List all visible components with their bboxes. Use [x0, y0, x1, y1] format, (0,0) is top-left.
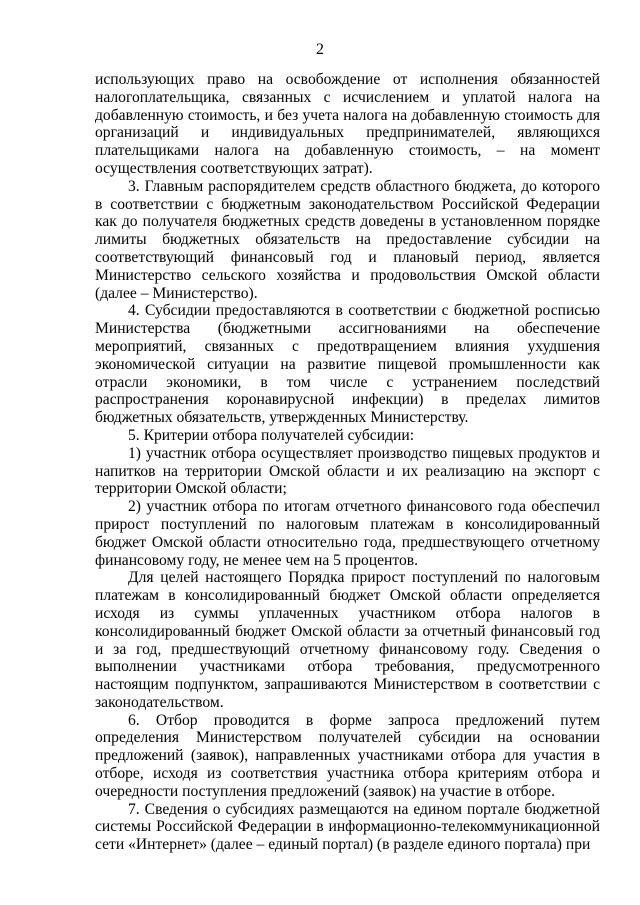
paragraph-criterion-2: 2) участник отбора по итогам отчетного финансового года обеспечил прирост поступлений по налоговым платежам в консолидированный бюджет Омской области относительно года, предшествующего отчетному финансовому году, не менее чем на 5 процентов.	[95, 498, 600, 569]
paragraph-growth-definition: Для целей настоящего Порядка прирост поступлений по налоговым платежам в консолидированный бюджет Омской области определяется исходя из суммы уплаченных участником отбора налогов в консолидированный бюджет Омской области за отчетный финансовый год и за год, предшествующий отчетному финансовому году. Сведения о выполнении участниками отбора требования, предусмотренного настоящим подпунктом, запрашиваются Министерством в соответствии с законодательством.	[95, 569, 600, 711]
paragraph-criterion-1: 1) участник отбора осуществляет производство пищевых продуктов и напитков на территории Омской области и их реализацию на экспорт с территории Омской области;	[95, 444, 600, 498]
paragraph-continuation: использующих право на освобождение от исполнения обязанностей налогоплательщика, связанных с исчислением и уплатой налога на добавленную стоимость, и без учета налога на добавленную стоимость для организаций и индивидуальных предпринимателей, являющихся плательщиками налога на добавленную стоимость, – на момент осуществления соответствующих затрат).	[95, 71, 600, 177]
page-number: 2	[316, 41, 324, 58]
paragraph-clause-4: 4. Субсидии предоставляются в соответствии с бюджетной росписью Министерства (бюджетными ассигнованиями на обеспечение мероприятий, связанных с предотвращением влияния ухудшения экономической ситуации на развитие пищевой промышленности как отрасли экономики, в том числе с устранением последствий распространения коронавирусной инфекции) в пределах лимитов бюджетных обязательств, утвержденных Министерству.	[95, 302, 600, 427]
paragraph-clause-5: 5. Критерии отбора получателей субсидии:	[128, 426, 415, 444]
paragraph-clause-7: 7. Сведения о субсидиях размещаются на едином портале бюджетной системы Российской Федерации в информационно-телекоммуникационной сети «Интернет» (далее – единый портал) (в разделе единого портала) при	[95, 800, 600, 854]
paragraph-clause-3: 3. Главным распорядителем средств областного бюджета, до которого в соответствии с бюджетным законодательством Российской Федерации как до получателя бюджетных средств доведены в установленном порядке лимиты бюджетных обязательств на предоставление субсидии на соответствующий финансовый год и плановый период, является Министерство сельского хозяйства и продовольствия Омской области (далее – Министерство).	[95, 177, 600, 302]
paragraph-clause-6: 6. Отбор проводится в форме запроса предложений путем определения Министерством получателей субсидии на основании предложений (заявок), направленных участниками отбора для участия в отборе, исходя из соответствия участника отбора критериям отбора и очередности поступления предложений (заявок) на участие в отборе.	[95, 711, 600, 800]
document-body	[95, 71, 600, 854]
